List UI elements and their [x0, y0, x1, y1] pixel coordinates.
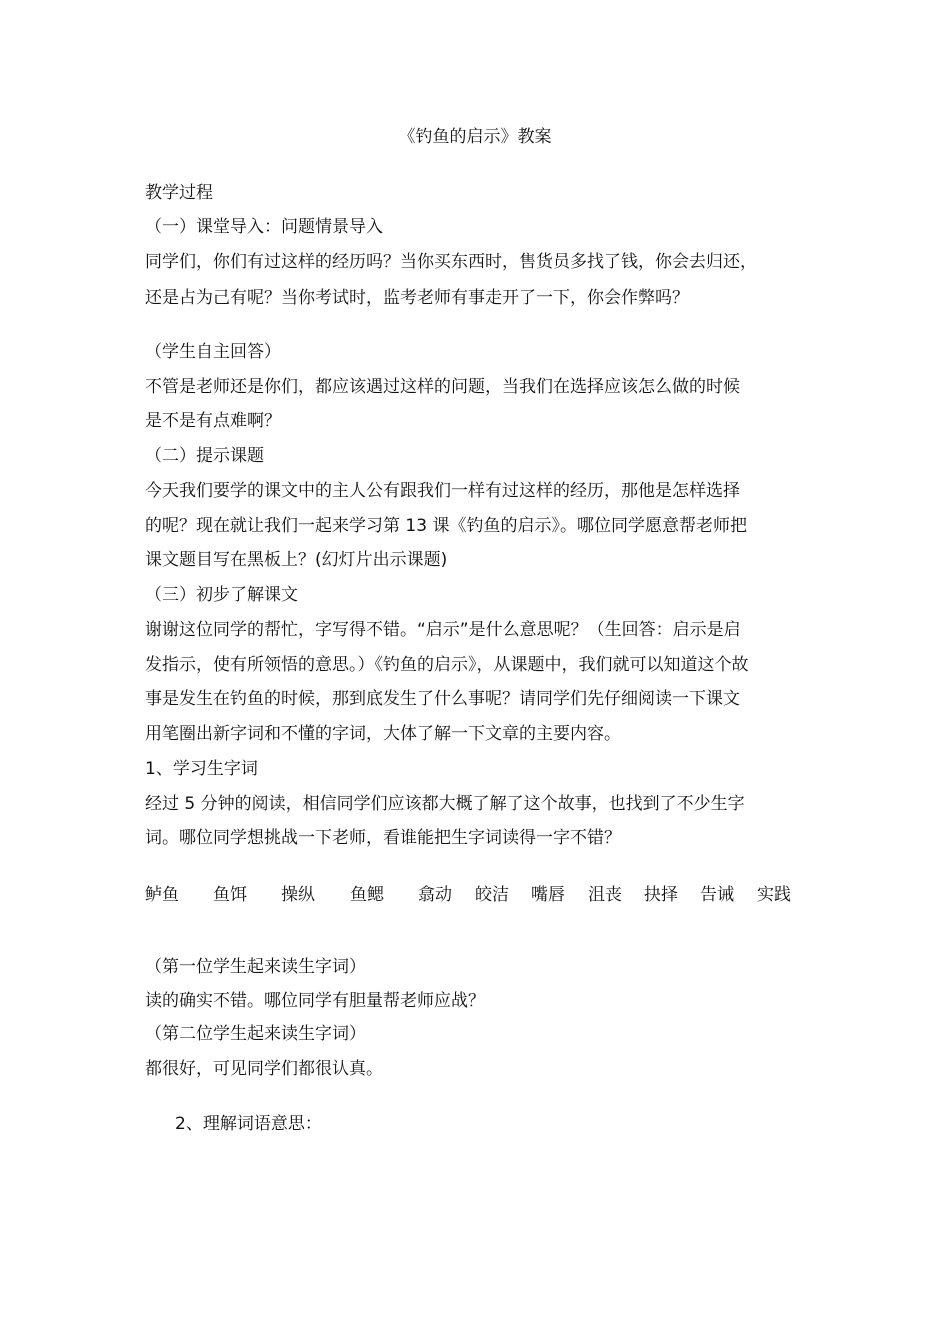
vocab-word: 翕动 [418, 885, 452, 905]
paragraph-line: 今天我们要学的课文中的主人公有跟我们一样有过这样的经历，那他是怎样选择 [145, 481, 740, 501]
step1-heading: 1、学习生字词 [145, 759, 258, 779]
paragraph-line: 读的确实不错。哪位同学有胆量帮老师应战？ [145, 991, 485, 1011]
vocab-word: 鲈鱼 [145, 885, 179, 905]
paragraph-line: 发指示，使有所领悟的意思。）《钓鱼的启示》，从课题中，我们就可以知道这个故 [145, 655, 749, 675]
paragraph-line: 还是占为己有呢？当你考试时，监考老师有事走开了一下，你会作弊吗？ [145, 288, 689, 308]
paragraph-line: 用笔圈出新字词和不懂的字词，大体了解一下文章的主要内容。 [145, 724, 621, 744]
paragraph-line: 不管是老师还是你们，都应该遇过这样的问题，当我们在选择应该怎么做的时候 [145, 377, 740, 397]
document-title: 《钓鱼的启示》教案 [398, 127, 552, 147]
vocab-word: 操纵 [281, 885, 315, 905]
paragraph-line: 是不是有点难啊？ [145, 411, 281, 431]
vocab-word: 鱼鳃 [350, 885, 384, 905]
paragraph-line: 经过 5 分钟的阅读，相信同学们应该都大概了解了这个故事，也找到了不少生字 [145, 794, 745, 814]
vocab-word: 告诫 [700, 885, 734, 905]
vocab-word: 实践 [757, 885, 791, 905]
step2-heading: 2、理解词语意思： [175, 1114, 322, 1134]
vocab-word: 抉择 [644, 885, 678, 905]
paragraph-line: 课文题目写在黑板上？(幻灯片出示课题) [145, 550, 448, 570]
vocab-word: 沮丧 [588, 885, 622, 905]
paragraph-line: 同学们，你们有过这样的经历吗？当你买东西时，售货员多找了钱，你会去归还， [145, 252, 757, 272]
paragraph-line: 词。哪位同学想挑战一下老师，看谁能把生字词读得一字不错？ [145, 828, 621, 848]
vocab-word: 皎洁 [475, 885, 509, 905]
part2-heading: （二）提示课题 [145, 446, 264, 466]
part1-heading: （一）课堂导入：问题情景导入 [145, 217, 383, 237]
paragraph-line: 谢谢这位同学的帮忙，字写得不错。“启示”是什么意思呢？（生回答：启示是启 [145, 620, 741, 640]
section-heading: 教学过程 [145, 183, 213, 203]
student-note: （学生自主回答） [145, 342, 281, 362]
part3-heading: （三）初步了解课文 [145, 585, 298, 605]
paragraph-line: 都很好，可见同学们都很认真。 [145, 1059, 383, 1079]
paragraph-line: 事是发生在钓鱼的时候，那到底发生了什么事呢？请同学们先仔细阅读一下课文 [145, 689, 740, 709]
vocab-word: 鱼饵 [213, 885, 247, 905]
student-note: （第二位学生起来读生字词） [145, 1024, 366, 1044]
vocab-word: 嘴唇 [531, 885, 565, 905]
paragraph-line: 的呢？现在就让我们一起来学习第 13 课《钓鱼的启示》。哪位同学愿意帮老师把 [145, 516, 747, 536]
student-note: （第一位学生起来读生字词） [145, 957, 366, 977]
